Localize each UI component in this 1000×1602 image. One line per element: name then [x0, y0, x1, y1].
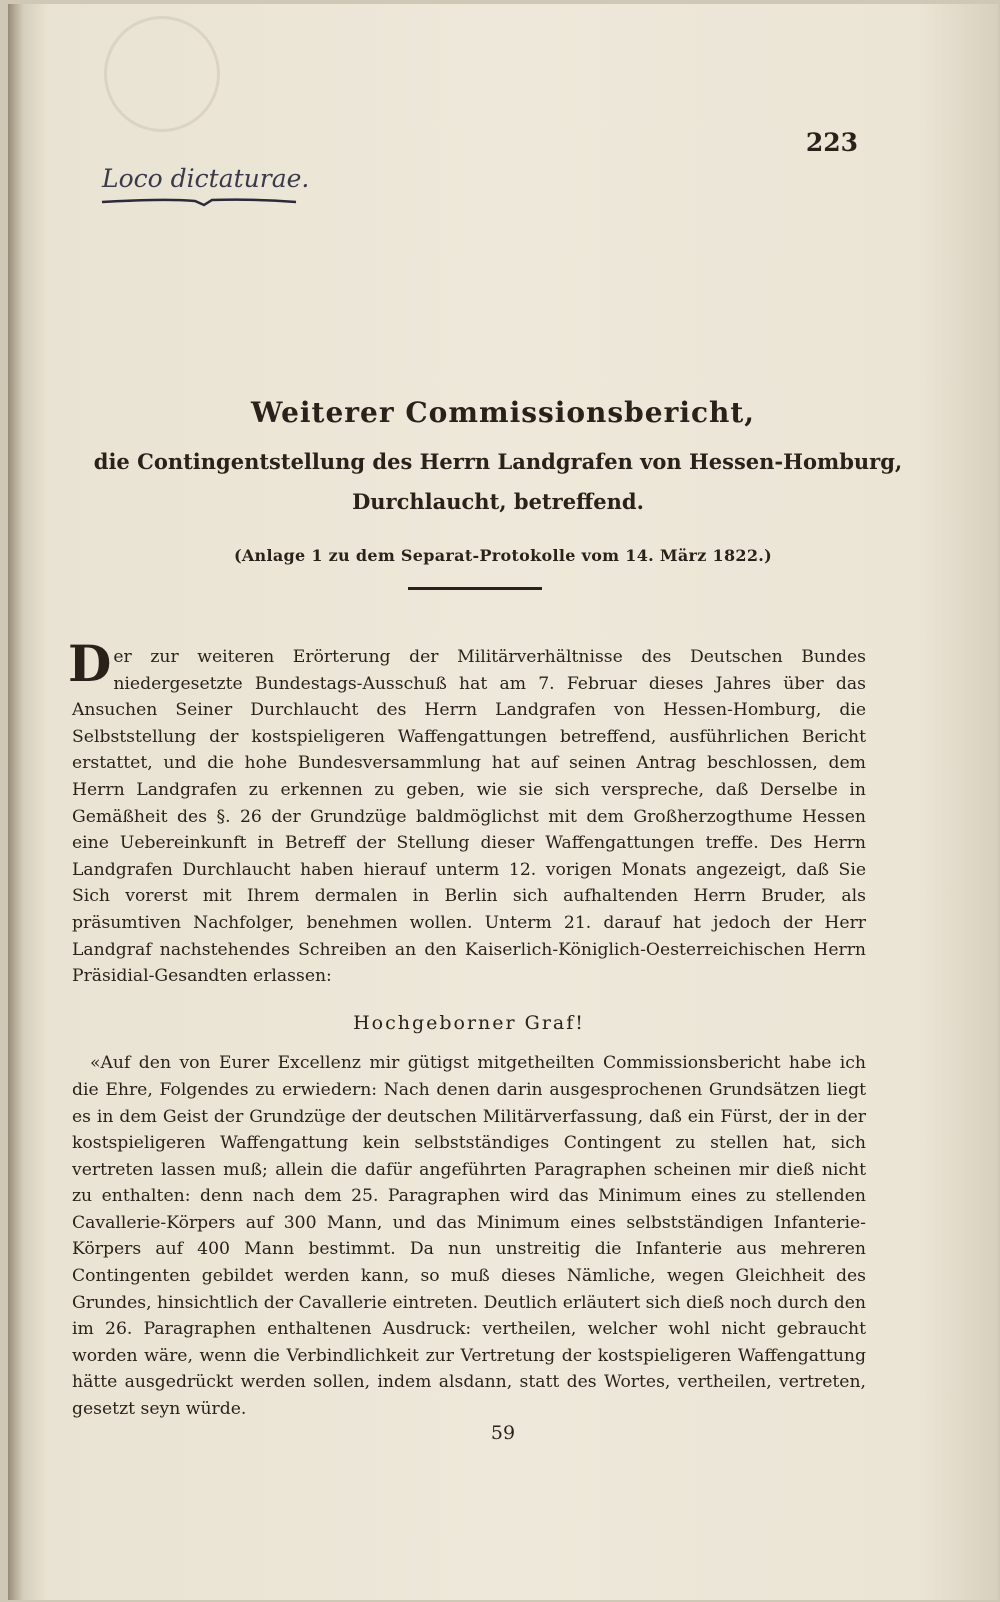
divider-rule	[408, 587, 542, 590]
document-subtitle: die Contingentstellung des Herrn Landgrafen von Hessen-Homburg, Durchlaucht, betreffend.	[93, 449, 903, 514]
page-number: 223	[805, 128, 858, 157]
drop-cap: D	[68, 634, 112, 693]
page-spine-shadow	[8, 4, 24, 1600]
paragraph-1	[68, 634, 866, 990]
library-stamp	[104, 16, 220, 132]
handwritten-note: Loco dictaturae.	[102, 164, 310, 193]
body-text	[68, 634, 866, 1423]
signature-number: 59	[490, 1422, 516, 1444]
handwritten-underline	[100, 194, 300, 208]
document-page	[8, 4, 998, 1600]
salutation: Hochgeborner Graf!	[353, 1011, 585, 1034]
annex-reference: (Anlage 1 zu dem Separat-Protokolle vom 14. März 1822.)	[233, 546, 773, 565]
document-title: Weiterer Commissionsbericht,	[250, 396, 756, 429]
paragraph-2: «Auf den von Eurer Excellenz mir gütigst mitgetheilten Commissionsbericht habe ich die Ehre, Folgendes zu erwiedern: Nach denen darin ausgesprochenen Grundsätzen liegt es in dem Geist der Grundzüge der deutschen Militärverfassung, daß ein Fürst, der in der kostspieligeren Waffengattung kein selbstständiges Contingent zu stellen hat, sich vertreten lassen muß; allein die dafür angeführten Paragraphen scheinen mir dieß nicht zu enthalten: denn nach dem 25. Paragraphen wird das Minimum eines zu stellenden Cavallerie-Körpers auf 300 Mann, und das Minimum eines selbstständigen Infanterie-Körpers auf 400 Mann bestimmt. Da nun unstreitig die Infanterie aus mehreren Contingenten gebildet werden kann, so muß dieses Nämliche, wegen Gleichheit des Grundes, hinsichtlich der Cavallerie eintreten. Deutlich erläutert sich dieß noch durch den im 26. Paragraphen enthaltenen Ausdruck: vertheilen, welcher wohl nicht gebraucht worden wäre, wenn die Verbindlichkeit zur Vertretung der kostspieligeren Waffengattung hätte ausgedrückt werden sollen, indem alsdann, statt des Wortes, vertheilen, vertreten, gesetzt seyn würde.	[72, 1053, 866, 1420]
paragraph-1-text: er zur weiteren Erörterung der Militärverhältnisse des Deutschen Bundes niedergesetzte Bundestags-Ausschuß hat am 7. Februar dieses Jahres über das Ansuchen Seiner Durchlaucht des Herrn Landgrafen von Hessen-Homburg, die Selbststellung der kostspieligeren Waffengattungen betreffend, ausführlichen Bericht erstattet, und die hohe Bundesversammlung hat auf seinen Antrag beschlossen, dem Herrn Landgrafen zu erkennen zu geben, wie sie sich verspreche, daß Derselbe in Gemäßheit des §. 26 der Grundzüge baldmöglichst mit dem Großherzogthume Hessen eine Uebereinkunft in Betreff der Stellung dieser Waffengattungen treffe. Des Herrn Landgrafen Durchlaucht haben hierauf unterm 12. vorigen Monats angezeigt, daß Sie Sich vorerst mit Ihrem dermalen in Berlin sich aufhaltenden Herrn Bruder, als präsumtiven Nachfolger, benehmen wollen. Unterm 21. darauf hat jedoch der Herr Landgraf nachstehendes Schreiben an den Kaiserlich-Königlich-Oesterreichischen Herrn Präsidial-Gesandten erlassen:	[72, 647, 866, 987]
